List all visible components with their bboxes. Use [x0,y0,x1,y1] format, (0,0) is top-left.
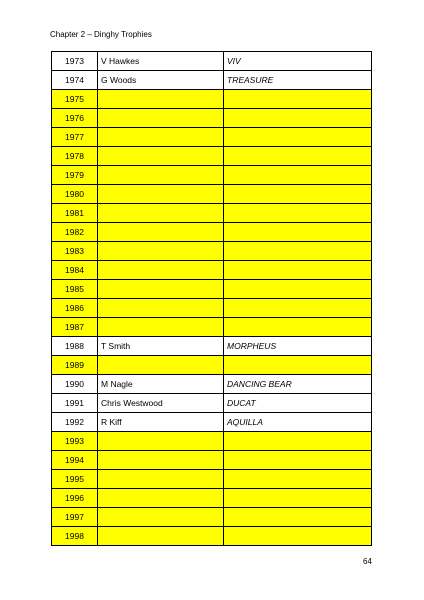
year-cell: 1973 [52,52,98,71]
boat-name-cell [224,318,372,337]
year-cell: 1994 [52,451,98,470]
table-row [52,52,372,71]
boat-name-cell: MORPHEUS [224,337,372,356]
boat-name-cell [224,147,372,166]
year-cell: 1980 [52,185,98,204]
table-row [52,185,372,204]
year-cell: 1995 [52,470,98,489]
table-row [52,109,372,128]
table-row [52,71,372,90]
year-cell: 1981 [52,204,98,223]
table-row [52,356,372,375]
helmsman-cell [98,147,224,166]
helmsman-cell [98,432,224,451]
chapter-header: Chapter 2 – Dinghy Trophies [50,30,152,39]
table-row [52,508,372,527]
year-cell: 1977 [52,128,98,147]
helmsman-cell [98,451,224,470]
year-cell: 1978 [52,147,98,166]
boat-name-cell [224,508,372,527]
helmsman-cell [98,185,224,204]
page-number: 64 [363,557,372,566]
year-cell: 1990 [52,375,98,394]
year-cell: 1996 [52,489,98,508]
helmsman-cell [98,489,224,508]
boat-name-cell: TREASURE [224,71,372,90]
table-row [52,318,372,337]
helmsman-cell [98,280,224,299]
boat-name-cell [224,261,372,280]
boat-name-cell: DUCAT [224,394,372,413]
table-row [52,90,372,109]
boat-name-cell [224,470,372,489]
helmsman-cell [98,299,224,318]
table-row [52,489,372,508]
helmsman-cell: G Woods [98,71,224,90]
trophy-winners-table [51,51,372,546]
year-cell: 1979 [52,166,98,185]
helmsman-cell [98,109,224,128]
boat-name-cell [224,204,372,223]
boat-name-cell [224,356,372,375]
year-cell: 1975 [52,90,98,109]
year-cell: 1982 [52,223,98,242]
helmsman-cell: V Hawkes [98,52,224,71]
table-row [52,470,372,489]
boat-name-cell: AQUILLA [224,413,372,432]
boat-name-cell [224,432,372,451]
helmsman-cell [98,470,224,489]
table-row [52,261,372,280]
helmsman-cell [98,204,224,223]
helmsman-cell [98,527,224,546]
boat-name-cell [224,489,372,508]
boat-name-cell: DANCING BEAR [224,375,372,394]
helmsman-cell: M Nagle [98,375,224,394]
boat-name-cell [224,242,372,261]
year-cell: 1988 [52,337,98,356]
helmsman-cell [98,223,224,242]
boat-name-cell [224,109,372,128]
boat-name-cell [224,223,372,242]
boat-name-cell [224,527,372,546]
table-row [52,432,372,451]
table-row [52,299,372,318]
boat-name-cell [224,185,372,204]
table-row [52,223,372,242]
boat-name-cell [224,451,372,470]
helmsman-cell: R Kiff [98,413,224,432]
boat-name-cell [224,90,372,109]
boat-name-cell [224,166,372,185]
table-row [52,280,372,299]
table-row [52,242,372,261]
table-row [52,337,372,356]
table-row [52,204,372,223]
helmsman-cell: Chris Westwood [98,394,224,413]
helmsman-cell [98,318,224,337]
boat-name-cell [224,280,372,299]
table-row [52,375,372,394]
table-row [52,147,372,166]
table-row [52,451,372,470]
helmsman-cell [98,90,224,109]
boat-name-cell [224,128,372,147]
helmsman-cell [98,261,224,280]
helmsman-cell [98,356,224,375]
year-cell: 1985 [52,280,98,299]
year-cell: 1974 [52,71,98,90]
helmsman-cell [98,166,224,185]
table-row [52,128,372,147]
year-cell: 1991 [52,394,98,413]
helmsman-cell: T Smith [98,337,224,356]
table-body [52,52,372,546]
boat-name-cell: VIV [224,52,372,71]
table-row [52,527,372,546]
year-cell: 1984 [52,261,98,280]
table-row [52,413,372,432]
helmsman-cell [98,242,224,261]
year-cell: 1993 [52,432,98,451]
helmsman-cell [98,128,224,147]
year-cell: 1989 [52,356,98,375]
year-cell: 1992 [52,413,98,432]
year-cell: 1987 [52,318,98,337]
helmsman-cell [98,508,224,527]
year-cell: 1997 [52,508,98,527]
year-cell: 1998 [52,527,98,546]
boat-name-cell [224,299,372,318]
table-row [52,166,372,185]
year-cell: 1986 [52,299,98,318]
year-cell: 1983 [52,242,98,261]
table-row [52,394,372,413]
year-cell: 1976 [52,109,98,128]
